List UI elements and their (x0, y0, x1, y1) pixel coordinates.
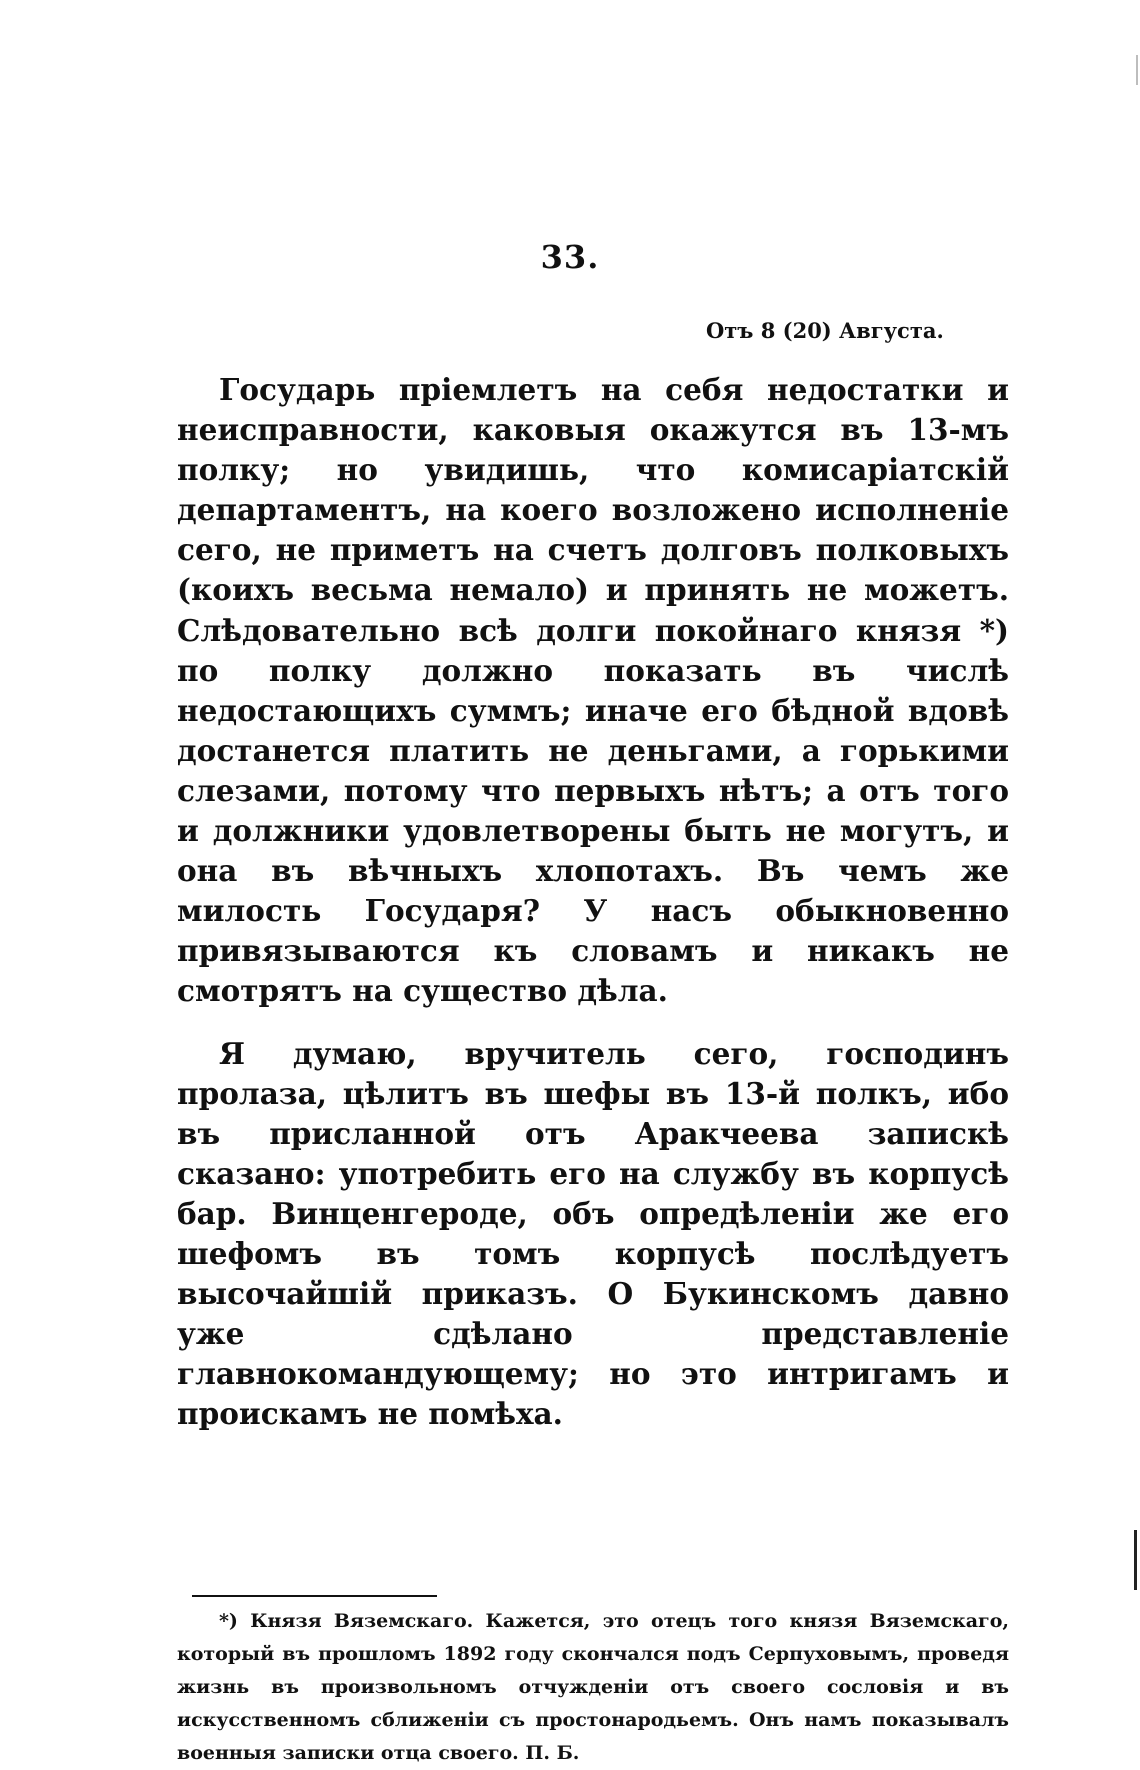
letter-paragraph-1: Государь пріемлетъ на себя недостатки и неисправности, каковыя окажутся въ 13-мъ полку; но увидишь, что комисаріатскій департаментъ, на коего возложено исполненіе сего, не приметъ на счетъ долговъ полковыхъ (коихъ весьма немало) и принять не можетъ. Слѣдовательно всѣ долги покойнаго князя *) по полку должно показать въ числѣ недостающихъ суммъ; иначе его бѣдной вдовѣ достанется платить не деньгами, а горькими слезами, потому что первыхъ нѣтъ; а отъ того и должники удовлетворены быть не могутъ, и она въ вѣчныхъ хлопотахъ. Въ чемъ же милость Государя? У насъ обыкновенно привязываются къ словамъ и никакъ не смотрятъ на существо дѣла. (177, 372, 1009, 1009)
letter-dateline: Отъ 8 (20) Августа. (706, 318, 944, 343)
footnote-divider (192, 1595, 437, 1597)
scan-edge-mark-bottom (1134, 1530, 1137, 1590)
scan-edge-mark (1136, 55, 1138, 85)
letter-body (177, 370, 1009, 1434)
footnote: *) Князя Вяземскаго. Кажется, это отецъ того князя Вяземскаго, который въ прошломъ 1892 году скончался подъ Серпуховымъ, проведя жизнь въ произвольномъ отчужденіи отъ своего сословія и въ искусственномъ сближеніи съ простонародьемъ. Онъ намъ показывалъ военныя записки отца своего. П. Б. (177, 1610, 1009, 1764)
letter-paragraph-2: Я думаю, вручитель сего, господинъ пролаза, цѣлитъ въ шефы въ 13-й полкъ, ибо въ присланной отъ Аракчеева запискѣ сказано: употребить его на службу въ корпусѣ бар. Винценгероде, объ опредѣленіи же его шефомъ въ томъ корпусѣ послѣдуетъ высочайшій приказъ. О Букинскомъ давно уже сдѣлано представленіе главнокомандующему; но это интригамъ и проискамъ не помѣха. (177, 1035, 1009, 1432)
letter-number: 33. (540, 238, 600, 276)
